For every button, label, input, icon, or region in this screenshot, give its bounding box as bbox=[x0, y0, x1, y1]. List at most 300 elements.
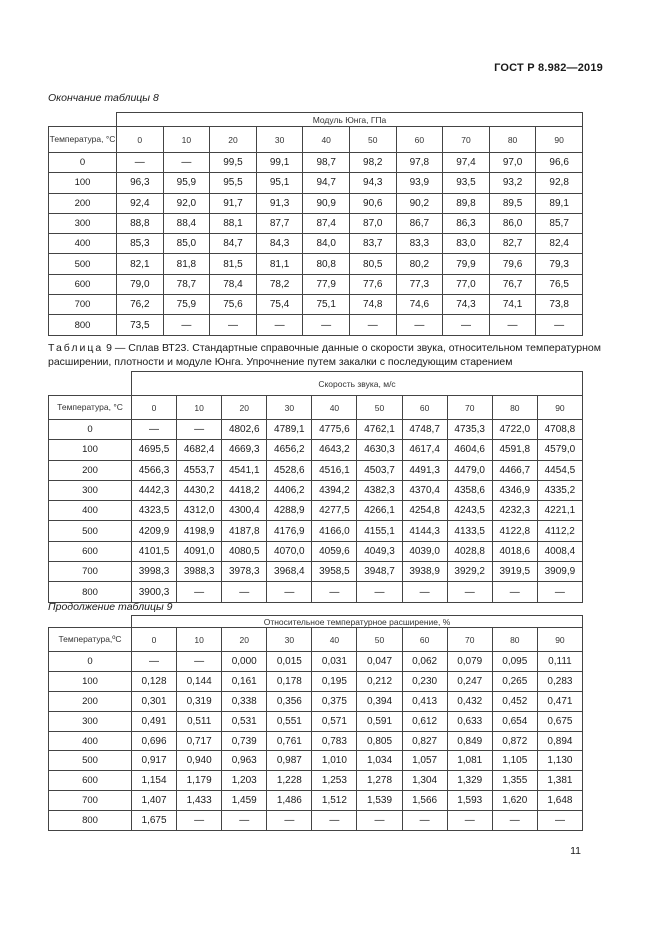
header-blank bbox=[49, 113, 117, 127]
column-header: 0 bbox=[132, 628, 177, 652]
table-cell: 0,128 bbox=[132, 671, 177, 691]
column-header: 60 bbox=[402, 396, 447, 420]
column-header: 20 bbox=[222, 628, 267, 652]
table-cell: 0,178 bbox=[267, 671, 312, 691]
table-cell: — bbox=[132, 652, 177, 672]
table-cell: 4394,2 bbox=[312, 480, 357, 500]
table-cell: 4630,3 bbox=[357, 440, 402, 460]
row-temperature: 200 bbox=[49, 193, 117, 213]
table-row bbox=[49, 541, 583, 561]
column-header: 80 bbox=[492, 396, 537, 420]
table-cell: — bbox=[357, 582, 402, 602]
table-cell: 4346,9 bbox=[492, 480, 537, 500]
table-row bbox=[49, 731, 583, 751]
table-row bbox=[49, 480, 583, 500]
table-cell: 88,1 bbox=[210, 213, 257, 233]
row-temperature: 200 bbox=[49, 691, 132, 711]
table-cell: 4695,5 bbox=[132, 440, 177, 460]
table-cell: 0,963 bbox=[222, 751, 267, 771]
table-cell: 90,9 bbox=[303, 193, 350, 213]
table-cell: 82,4 bbox=[536, 234, 583, 254]
table-cell: 0,000 bbox=[222, 652, 267, 672]
table-cell: 75,4 bbox=[256, 295, 303, 315]
table-cell: 1,130 bbox=[537, 751, 582, 771]
table-cell: 0,551 bbox=[267, 711, 312, 731]
table-cell: 84,0 bbox=[303, 234, 350, 254]
table-cell: 0,894 bbox=[537, 731, 582, 751]
table-cell: 75,9 bbox=[163, 295, 210, 315]
table-cell: 92,0 bbox=[163, 193, 210, 213]
row-temperature: 300 bbox=[49, 711, 132, 731]
table-cell: 90,2 bbox=[396, 193, 443, 213]
table-cell: 83,0 bbox=[443, 234, 490, 254]
group-header: Скорость звука, м/с bbox=[132, 372, 583, 396]
table-cell: 4516,1 bbox=[312, 460, 357, 480]
table-cell: 3958,5 bbox=[312, 562, 357, 582]
table-cell: 0,612 bbox=[402, 711, 447, 731]
table-cell: 4479,0 bbox=[447, 460, 492, 480]
table-cell: 0,413 bbox=[402, 691, 447, 711]
table-cell: 1,253 bbox=[312, 771, 357, 791]
table-cell: 76,2 bbox=[117, 295, 164, 315]
table-cell: 4735,3 bbox=[447, 420, 492, 440]
table-cell: 4382,3 bbox=[357, 480, 402, 500]
table-cell: 96,3 bbox=[117, 173, 164, 193]
table-cell: 4370,4 bbox=[402, 480, 447, 500]
table-cell: 0,783 bbox=[312, 731, 357, 751]
table-cell: — bbox=[267, 811, 312, 831]
column-header: 90 bbox=[537, 396, 582, 420]
column-header: 40 bbox=[303, 127, 350, 153]
table-cell: 77,9 bbox=[303, 274, 350, 294]
table-cell: 4682,4 bbox=[177, 440, 222, 460]
table-cell: 1,675 bbox=[132, 811, 177, 831]
table-cell: 1,203 bbox=[222, 771, 267, 791]
column-header: 40 bbox=[312, 628, 357, 652]
table-cell: 76,5 bbox=[536, 274, 583, 294]
table-row bbox=[49, 501, 583, 521]
table-row bbox=[49, 711, 583, 731]
row-temperature: 500 bbox=[49, 254, 117, 274]
table-cell: 0,717 bbox=[177, 731, 222, 751]
table-cell: 77,3 bbox=[396, 274, 443, 294]
column-header: 70 bbox=[447, 628, 492, 652]
table-cell: 1,034 bbox=[357, 751, 402, 771]
table-cell: 4406,2 bbox=[267, 480, 312, 500]
table-cell: 0,452 bbox=[492, 691, 537, 711]
table-cell: 74,6 bbox=[396, 295, 443, 315]
table-cell: 0,161 bbox=[222, 671, 267, 691]
table-cell: 0,195 bbox=[312, 671, 357, 691]
table-cell: 1,304 bbox=[402, 771, 447, 791]
table-cell: 4789,1 bbox=[267, 420, 312, 440]
page-number: 11 bbox=[570, 845, 581, 857]
table-cell: 4358,6 bbox=[447, 480, 492, 500]
table-cell: 4198,9 bbox=[177, 521, 222, 541]
table-cell: 0,031 bbox=[312, 652, 357, 672]
row-temperature: 600 bbox=[49, 771, 132, 791]
table-9-thermal-expansion bbox=[48, 615, 583, 831]
row-temperature: 300 bbox=[49, 213, 117, 233]
table-cell: 4300,4 bbox=[222, 501, 267, 521]
row-temperature: 500 bbox=[49, 521, 132, 541]
table-cell: 4112,2 bbox=[537, 521, 582, 541]
table-cell: 87,4 bbox=[303, 213, 350, 233]
table-cell: — bbox=[177, 582, 222, 602]
table-cell: 92,8 bbox=[536, 173, 583, 193]
table-cell: 98,2 bbox=[349, 153, 396, 173]
table-cell: 74,1 bbox=[489, 295, 536, 315]
table-cell: 79,0 bbox=[117, 274, 164, 294]
table9-title: — Сплав ВТ23. Стандартные справочные данные о скорости звука, относительном температурном расширении, плотности и модуле Юнга. Упрочнение путем закалки с последующим старением bbox=[48, 342, 601, 368]
group-header: Модуль Юнга, ГПа bbox=[117, 113, 583, 127]
table-cell: — bbox=[489, 315, 536, 335]
table9-caption bbox=[48, 341, 614, 369]
row-temperature: 100 bbox=[49, 173, 117, 193]
table-cell: 75,1 bbox=[303, 295, 350, 315]
row-temperature: 400 bbox=[49, 501, 132, 521]
column-header: 0 bbox=[132, 396, 177, 420]
table-cell: 83,7 bbox=[349, 234, 396, 254]
table-cell: 0,531 bbox=[222, 711, 267, 731]
table-cell: 4553,7 bbox=[177, 460, 222, 480]
table-cell: 4430,2 bbox=[177, 480, 222, 500]
table-cell: — bbox=[537, 811, 582, 831]
table-cell: 0,940 bbox=[177, 751, 222, 771]
column-header: 50 bbox=[357, 396, 402, 420]
table-cell: 4604,6 bbox=[447, 440, 492, 460]
table-cell: 1,355 bbox=[492, 771, 537, 791]
table-cell: 3900,3 bbox=[132, 582, 177, 602]
group-header: Относительное температурное расширение, % bbox=[132, 616, 583, 628]
column-header: 30 bbox=[256, 127, 303, 153]
table-row bbox=[49, 691, 583, 711]
row-temperature: 0 bbox=[49, 153, 117, 173]
table-cell: 84,7 bbox=[210, 234, 257, 254]
table-cell: 1,278 bbox=[357, 771, 402, 791]
table-cell: — bbox=[177, 652, 222, 672]
table-cell: 1,459 bbox=[222, 791, 267, 811]
table-cell: 1,593 bbox=[447, 791, 492, 811]
table-cell: 4775,6 bbox=[312, 420, 357, 440]
table-cell: — bbox=[312, 582, 357, 602]
table-cell: — bbox=[492, 811, 537, 831]
table-cell: 0,212 bbox=[357, 671, 402, 691]
table-cell: — bbox=[210, 315, 257, 335]
table-cell: 4254,8 bbox=[402, 501, 447, 521]
table-cell: 78,7 bbox=[163, 274, 210, 294]
table-row bbox=[49, 213, 583, 233]
table-cell: 78,2 bbox=[256, 274, 303, 294]
table-row bbox=[49, 153, 583, 173]
row-temperature: 800 bbox=[49, 582, 132, 602]
table-cell: 4059,6 bbox=[312, 541, 357, 561]
table-cell: 3978,3 bbox=[222, 562, 267, 582]
table-cell: 89,1 bbox=[536, 193, 583, 213]
table-cell: 0,015 bbox=[267, 652, 312, 672]
table-cell: 86,3 bbox=[443, 213, 490, 233]
table-cell: 0,247 bbox=[447, 671, 492, 691]
column-header: 90 bbox=[537, 628, 582, 652]
table-cell: 4155,1 bbox=[357, 521, 402, 541]
table-cell: 79,9 bbox=[443, 254, 490, 274]
table-cell: 82,1 bbox=[117, 254, 164, 274]
table-cell: 0,394 bbox=[357, 691, 402, 711]
row-temperature: 400 bbox=[49, 234, 117, 254]
table-cell: 4503,7 bbox=[357, 460, 402, 480]
table-cell: 0,805 bbox=[357, 731, 402, 751]
table-cell: 0,111 bbox=[537, 652, 582, 672]
table-cell: 0,917 bbox=[132, 751, 177, 771]
column-header: 30 bbox=[267, 628, 312, 652]
table-cell: 3968,4 bbox=[267, 562, 312, 582]
column-header: 60 bbox=[396, 127, 443, 153]
column-header: 50 bbox=[349, 127, 396, 153]
table-cell: 4617,4 bbox=[402, 440, 447, 460]
table-cell: 84,3 bbox=[256, 234, 303, 254]
table-row bbox=[49, 254, 583, 274]
row-temperature: 100 bbox=[49, 671, 132, 691]
table-cell: — bbox=[537, 582, 582, 602]
table-cell: 98,7 bbox=[303, 153, 350, 173]
table-cell: 4091,0 bbox=[177, 541, 222, 561]
table-cell: 0,338 bbox=[222, 691, 267, 711]
table-cell: 0,319 bbox=[177, 691, 222, 711]
table-cell: 4454,5 bbox=[537, 460, 582, 480]
table-cell: 85,3 bbox=[117, 234, 164, 254]
table-cell: 77,6 bbox=[349, 274, 396, 294]
table-cell: 4049,3 bbox=[357, 541, 402, 561]
table-cell: 87,0 bbox=[349, 213, 396, 233]
table-row bbox=[49, 234, 583, 254]
table-cell: 4008,4 bbox=[537, 541, 582, 561]
table-cell: 95,9 bbox=[163, 173, 210, 193]
table-cell: 86,7 bbox=[396, 213, 443, 233]
table-cell: 79,6 bbox=[489, 254, 536, 274]
table-cell: — bbox=[492, 582, 537, 602]
row-temperature: 700 bbox=[49, 791, 132, 811]
table-cell: — bbox=[312, 811, 357, 831]
table-row bbox=[49, 652, 583, 672]
table-cell: — bbox=[402, 811, 447, 831]
table-cell: 4266,1 bbox=[357, 501, 402, 521]
table-row bbox=[49, 521, 583, 541]
table-cell: 1,228 bbox=[267, 771, 312, 791]
table-cell: 0,047 bbox=[357, 652, 402, 672]
column-header: 10 bbox=[177, 396, 222, 420]
table-cell: 94,7 bbox=[303, 173, 350, 193]
table-cell: 1,105 bbox=[492, 751, 537, 771]
table-cell: 4802,6 bbox=[222, 420, 267, 440]
table-cell: 80,8 bbox=[303, 254, 350, 274]
table-cell: 0,491 bbox=[132, 711, 177, 731]
table-cell: — bbox=[222, 582, 267, 602]
table-cell: 4708,8 bbox=[537, 420, 582, 440]
table-cell: 0,265 bbox=[492, 671, 537, 691]
temperature-header: Температура,ºC bbox=[49, 628, 132, 652]
table-cell: 81,8 bbox=[163, 254, 210, 274]
table-cell: 1,057 bbox=[402, 751, 447, 771]
table-cell: 3988,3 bbox=[177, 562, 222, 582]
row-temperature: 700 bbox=[49, 562, 132, 582]
table-cell: 4232,3 bbox=[492, 501, 537, 521]
table-cell: 4312,0 bbox=[177, 501, 222, 521]
table-cell: 1,329 bbox=[447, 771, 492, 791]
table-row bbox=[49, 440, 583, 460]
table-cell: 1,620 bbox=[492, 791, 537, 811]
table-cell: 0,827 bbox=[402, 731, 447, 751]
table-cell: 0,432 bbox=[447, 691, 492, 711]
table-cell: 0,571 bbox=[312, 711, 357, 731]
column-header: 60 bbox=[402, 628, 447, 652]
table-cell: 1,486 bbox=[267, 791, 312, 811]
table-cell: 93,9 bbox=[396, 173, 443, 193]
table-row bbox=[49, 811, 583, 831]
table-row bbox=[49, 751, 583, 771]
table-cell: 0,356 bbox=[267, 691, 312, 711]
table-cell: — bbox=[303, 315, 350, 335]
table-cell: 4144,3 bbox=[402, 521, 447, 541]
table-cell: 99,1 bbox=[256, 153, 303, 173]
table-cell: — bbox=[132, 420, 177, 440]
table-cell: 1,648 bbox=[537, 791, 582, 811]
table-cell: 93,2 bbox=[489, 173, 536, 193]
column-header: 40 bbox=[312, 396, 357, 420]
table-cell: 97,0 bbox=[489, 153, 536, 173]
table-cell: 0,739 bbox=[222, 731, 267, 751]
header-blank bbox=[49, 372, 132, 396]
table-cell: 3948,7 bbox=[357, 562, 402, 582]
row-temperature: 800 bbox=[49, 811, 132, 831]
table-cell: 4722,0 bbox=[492, 420, 537, 440]
table-cell: 3929,2 bbox=[447, 562, 492, 582]
table-cell: 87,7 bbox=[256, 213, 303, 233]
column-header: 80 bbox=[489, 127, 536, 153]
table-cell: 4491,3 bbox=[402, 460, 447, 480]
table-cell: 0,675 bbox=[537, 711, 582, 731]
row-temperature: 600 bbox=[49, 541, 132, 561]
column-header: 70 bbox=[443, 127, 490, 153]
table-cell: 0,654 bbox=[492, 711, 537, 731]
table-cell: 4277,5 bbox=[312, 501, 357, 521]
column-header: 90 bbox=[536, 127, 583, 153]
table-cell: 74,8 bbox=[349, 295, 396, 315]
table-cell: — bbox=[177, 811, 222, 831]
column-header: 0 bbox=[117, 127, 164, 153]
table-cell: 1,539 bbox=[357, 791, 402, 811]
table9-label: Таблица bbox=[48, 342, 104, 354]
table-cell: 4643,2 bbox=[312, 440, 357, 460]
table-cell: — bbox=[447, 582, 492, 602]
column-header: 10 bbox=[177, 628, 222, 652]
table-cell: 0,511 bbox=[177, 711, 222, 731]
table-cell: 4122,8 bbox=[492, 521, 537, 541]
table-cell: 0,095 bbox=[492, 652, 537, 672]
table-cell: 4442,3 bbox=[132, 480, 177, 500]
table-cell: 0,079 bbox=[447, 652, 492, 672]
table-cell: 78,4 bbox=[210, 274, 257, 294]
table-cell: 4101,5 bbox=[132, 541, 177, 561]
table-cell: — bbox=[163, 315, 210, 335]
document-id: ГОСТ Р 8.982—2019 bbox=[494, 62, 603, 74]
table-cell: — bbox=[349, 315, 396, 335]
table-cell: 4466,7 bbox=[492, 460, 537, 480]
table-cell: 75,6 bbox=[210, 295, 257, 315]
table-cell: 4748,7 bbox=[402, 420, 447, 440]
row-temperature: 0 bbox=[49, 420, 132, 440]
table-cell: 0,696 bbox=[132, 731, 177, 751]
row-temperature: 300 bbox=[49, 480, 132, 500]
table-cell: 81,5 bbox=[210, 254, 257, 274]
table-cell: 90,6 bbox=[349, 193, 396, 213]
table-cell: 91,7 bbox=[210, 193, 257, 213]
table-cell: 91,3 bbox=[256, 193, 303, 213]
table-cell: — bbox=[447, 811, 492, 831]
table-cell: 85,0 bbox=[163, 234, 210, 254]
table-cell: 0,230 bbox=[402, 671, 447, 691]
table-cell: 95,5 bbox=[210, 173, 257, 193]
column-header: 50 bbox=[357, 628, 402, 652]
table-cell: 4018,6 bbox=[492, 541, 537, 561]
table-cell: 81,1 bbox=[256, 254, 303, 274]
column-header: 20 bbox=[222, 396, 267, 420]
table-cell: 0,062 bbox=[402, 652, 447, 672]
table-cell: 79,3 bbox=[536, 254, 583, 274]
table-cell: 97,4 bbox=[443, 153, 490, 173]
table-cell: 0,591 bbox=[357, 711, 402, 731]
table-cell: 76,7 bbox=[489, 274, 536, 294]
table-cell: 1,081 bbox=[447, 751, 492, 771]
table-cell: 4133,5 bbox=[447, 521, 492, 541]
temperature-header: Температура, °C bbox=[49, 127, 117, 153]
table-cell: 4541,1 bbox=[222, 460, 267, 480]
table-cell: 0,761 bbox=[267, 731, 312, 751]
table-cell: 95,1 bbox=[256, 173, 303, 193]
table-row bbox=[49, 173, 583, 193]
table-cell: 94,3 bbox=[349, 173, 396, 193]
table-cell: 4669,3 bbox=[222, 440, 267, 460]
row-temperature: 400 bbox=[49, 731, 132, 751]
table-cell: 4591,8 bbox=[492, 440, 537, 460]
table-cell: — bbox=[267, 582, 312, 602]
table-cell: 1,433 bbox=[177, 791, 222, 811]
table-cell: 0,301 bbox=[132, 691, 177, 711]
table-cell: 0,375 bbox=[312, 691, 357, 711]
table-cell: 0,283 bbox=[537, 671, 582, 691]
table-cell: 96,6 bbox=[536, 153, 583, 173]
table-cell: 4579,0 bbox=[537, 440, 582, 460]
table-cell: 0,849 bbox=[447, 731, 492, 751]
table-cell: 4221,1 bbox=[537, 501, 582, 521]
table-cell: 1,566 bbox=[402, 791, 447, 811]
table-cell: — bbox=[443, 315, 490, 335]
column-header: 80 bbox=[492, 628, 537, 652]
table-cell: 83,3 bbox=[396, 234, 443, 254]
table-row bbox=[49, 274, 583, 294]
table-cell: 88,8 bbox=[117, 213, 164, 233]
table-cell: — bbox=[536, 315, 583, 335]
table-cell: 89,5 bbox=[489, 193, 536, 213]
table-cell: — bbox=[222, 811, 267, 831]
table-cell: 73,8 bbox=[536, 295, 583, 315]
row-temperature: 700 bbox=[49, 295, 117, 315]
column-header: 70 bbox=[447, 396, 492, 420]
table-cell: 4656,2 bbox=[267, 440, 312, 460]
table-cell: 3919,5 bbox=[492, 562, 537, 582]
table-cell: 4288,9 bbox=[267, 501, 312, 521]
table-cell: 89,8 bbox=[443, 193, 490, 213]
table-cell: 4323,5 bbox=[132, 501, 177, 521]
